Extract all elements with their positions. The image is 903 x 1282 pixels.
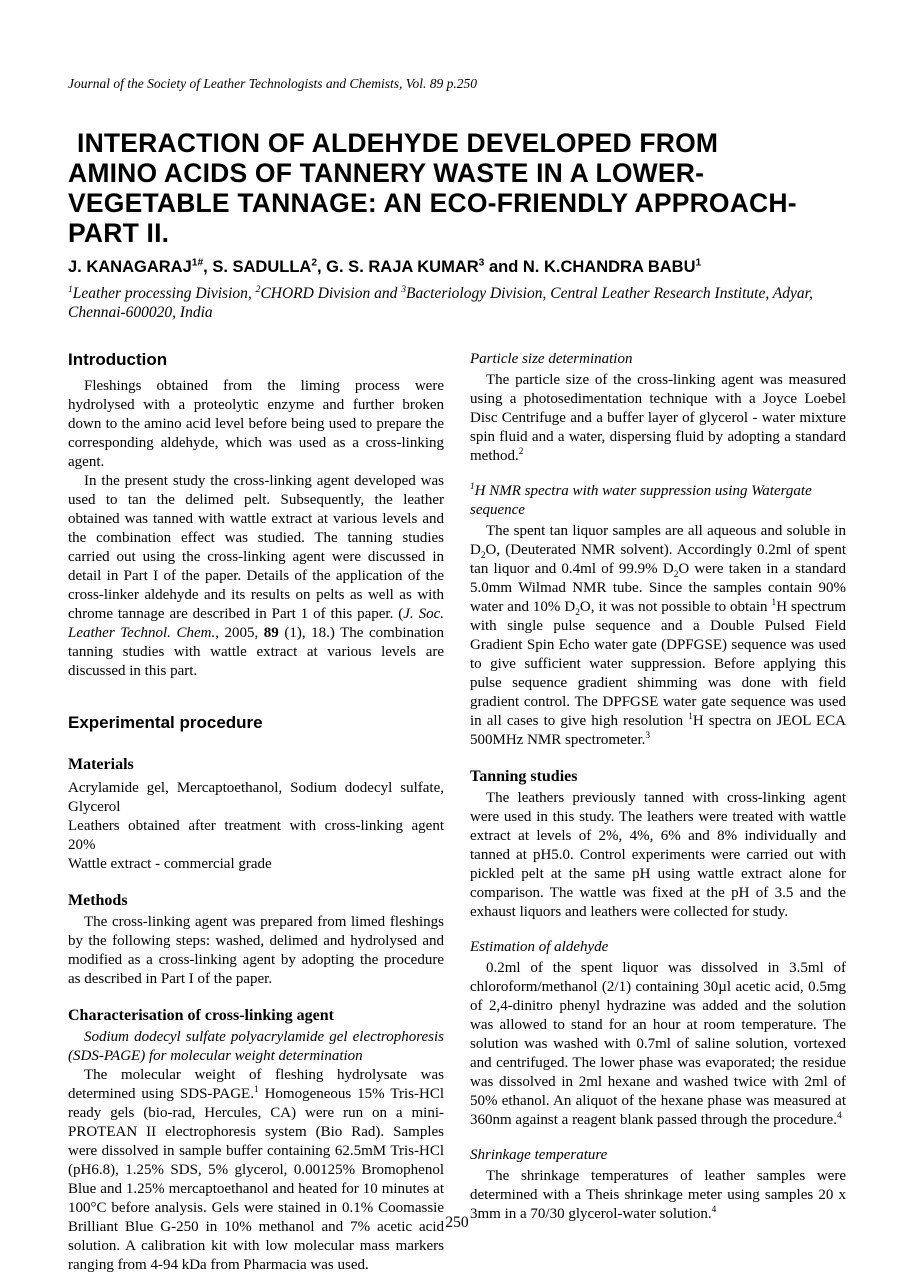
column-right: [470, 350, 846, 1224]
paragraph-shrinkage: The shrinkage temperatures of leather samples were determined with a Theis shrinkage meter using samples 20 x 3mm in a 70/30 glycerol-water solution.$^4$: [470, 1168, 846, 1222]
materials-item: Leathers obtained after treatment with cross-linking agent 20%: [68, 818, 444, 853]
subheading-sds-page: Sodium dodecyl sulfate polyacrylamide gel electrophoresis (SDS-PAGE) for molecular weight determination: [68, 1029, 444, 1064]
paragraph-intro-2: In the present study the cross-linking agent developed was used to tan the delimed pelt. Subsequently, the leather obtained was tanned with wattle extract at various levels and the combination effect was studied. The tanning studies carried out using the cross-linking agent were discussed in detail in Part I of the paper. Details of the application of the cross-linker aldehyde and its results on pelts as well as with chrome tannage are described in Part 1 of this paper. (J. Soc. Leather Technol. Chem., 2005, 89 (1), 18.) The combination tanning studies with wattle extract at various levels are discussed in this part.: [68, 473, 444, 679]
subsection-methods: Methods: [68, 892, 128, 909]
paragraph-aldehyde: 0.2ml of the spent liquor was dissolved in 3.5ml of chloroform/methanol (2/1) containing 30µl acetic acid, 0.5mg of 2,4-dinitro phenyl hydrazine was added and the solution was allowed to stand for an hour at room temperature. The solution was washed with 0.7ml of saline solution, vortexed and centrifuged. The lower phase was evaporated; the residue was dissolved in 2ml hexane and washed twice with 2ml of 50% ethanol. An aliquot of the hexane phase was measured at 360nm against a reagent blank passed through the procedure.$^4$: [470, 960, 846, 1128]
subsection-tanning-studies: Tanning studies: [470, 768, 578, 785]
paragraph-particle-size: The particle size of the cross-linking agent was measured using a photosedimentation technique with a Joyce Loebel Disc Centrifuge and a buffer layer of glycerol - water mixture spin fluid and a water, dispersing fluid by adopting a standard method.$^2$: [470, 372, 846, 464]
title-line: AMINO ACIDS OF TANNERY WASTE IN A LOWER-: [68, 158, 705, 188]
subheading-particle-size: Particle size determination: [470, 351, 633, 367]
subsection-characterisation: Characterisation of cross-linking agent: [68, 1007, 334, 1024]
affiliation: $^1$Leather processing Division, $^2$CHORD Division and $^3$Bacteriology Division, Central Leather Research Institute, Adyar, Chennai-600020, India: [68, 283, 813, 321]
paragraph-tanning: The leathers previously tanned with cross-linking agent were used in this study. The leathers were treated with wattle extract at levels of 2%, 4%, 6% and 8% individually and tanned at pH5.0. Control experiments were carried out with pickled pelt at the same pH using wattle extract alone for comparison. The wattle was fixed at the pH of 3.5 and the exhaust liquors and leathers were collected for study.: [470, 790, 846, 920]
title-line: VEGETABLE TANNAGE: AN ECO-FRIENDLY APPROACH-: [68, 188, 797, 218]
paragraph-sds-page: The molecular weight of fleshing hydrolysate was determined using SDS-PAGE.$^1$ Homogeneous 15% Tris-HCl ready gels (bio-rad, Hercules, CA) were run on a mini-PROTEAN II electrophoresis system (Bio Rad). Samples were dissolved in sample buffer containing 62.5mM Tris-HCl (pH6.8), 1.25% SDS, 5% glycerol, 0.00125% Bromophenol Blue and 1.25% mercaptoethanol and heated for 10 minutes at 100°C before analysis. Gels were stained in 0.1% Coomassie Brilliant Blue G-250 in 10% methanol and 7% acetic acid solution. A calibration kit with low molecular mass markers ranging from 4-94 kDa from Pharmacia was used.: [68, 1067, 444, 1273]
journal-header: Journal of the Society of Leather Technologists and Chemists, Vol. 89 p.250: [68, 76, 477, 91]
page-number: 250: [445, 1214, 469, 1231]
section-heading-introduction: Introduction: [68, 350, 168, 369]
materials-item: Wattle extract - commercial grade: [68, 856, 272, 872]
paragraph-methods: The cross-linking agent was prepared from limed fleshings by the following steps: washed, delimed and hydrolysed and modified as a cross-linking agent by adopting the procedure as described in Part I of the paper.: [68, 914, 444, 987]
paragraph-intro-1: Fleshings obtained from the liming process were hydrolysed with a proteolytic enzyme and further broken down to the amino acid level before being used to prepare the corresponding aldehyde, which was used as a cross-linking agent.: [68, 378, 444, 470]
title-line: PART II.: [68, 218, 170, 248]
authors-line: J. $KANAGARAJ^{1\#}$, S. SADULLA$^2$, G. S. RAJA KUMAR$^3$ and N. K.CHANDRA BABU$^1$: [68, 257, 702, 276]
subheading-shrinkage-temperature: Shrinkage temperature: [470, 1147, 608, 1163]
paper-title: [68, 128, 846, 248]
subsection-materials: Materials: [68, 756, 134, 773]
column-left: [68, 350, 444, 1275]
title-line: INTERACTION OF ALDEHYDE DEVELOPED FROM: [77, 128, 719, 158]
two-column-body: [68, 350, 846, 1275]
section-heading-experimental: Experimental procedure: [68, 713, 263, 732]
materials-item: Acrylamide gel, Mercaptoethanol, Sodium dodecyl sulfate, Glycerol: [68, 780, 444, 815]
subheading-nmr: $^1$H NMR spectra with water suppression using Watergate sequence: [470, 482, 812, 518]
paragraph-nmr: The spent tan liquor samples are all aqueous and soluble in $D_2O$, (Deuterated NMR solvent). Accordingly 0.2ml of spent tan liquor and 0.4ml of 99.9% $D_2O$ were taken in a standard 5.0mm Wilmad NMR tube. Since the samples contain 90% water and 10% $D_2O$, it was not possible to obtain $^1$H spectrum with single pulse sequence and a Double Pulsed Field Gradient Spin Echo water gate (DPFGSE) sequence was used to give sufficient water suppression. Before applying this pulse sequence gradient shimming was done with field gradient control. The DPFGSE water gate sequence was used in all cases to give high resolution $^1$H spectra on JEOL ECA 500MHz NMR spectrometer.$^3$: [470, 523, 846, 748]
subheading-estimation-aldehyde: Estimation of aldehyde: [470, 939, 609, 955]
